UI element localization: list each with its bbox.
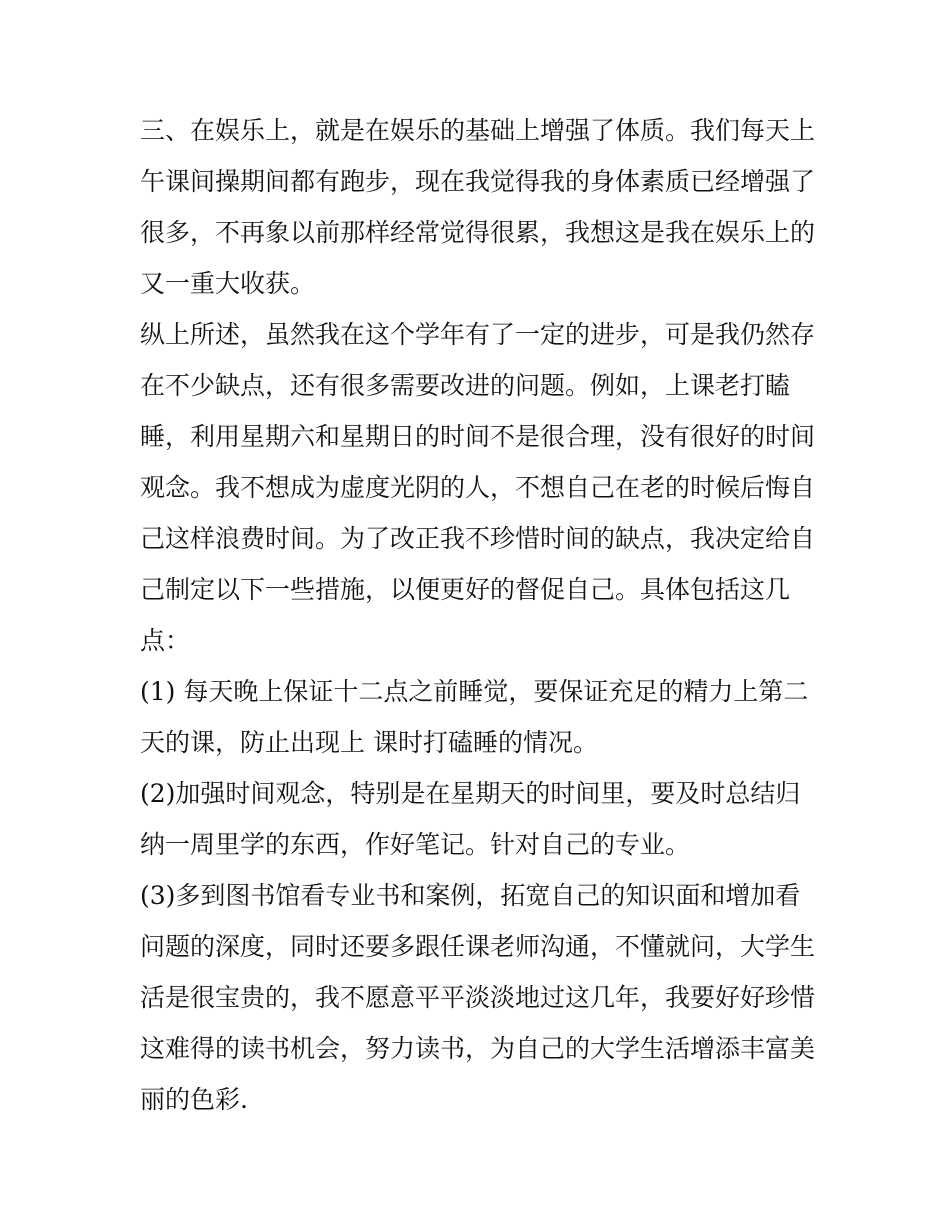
document-body [140, 105, 816, 1125]
paragraph-measure-1: (1) 每天晚上保证十二点之前睡觉，要保证充足的精力上第二天的课，防止出现上 课时打磕睡的情况。 [140, 677, 809, 757]
paragraph-measure-2: (2)加强时间观念，特别是在星期天的时间里，要及时总结归纳一周里学的东西，作好笔记。针对自己的专业。 [140, 779, 801, 859]
paragraph-entertainment: 三、在娱乐上，就是在娱乐的基础上增强了体质。我们每天上午课间操期间都有跑步，现在我觉得我的身体素质已经增强了很多，不再象以前那样经常觉得很累，我想这是我在娱乐上的又一重大收获。 [140, 116, 816, 298]
paragraph-measure-3: (3)多到图书馆看专业书和案例，拓宽自己的知识面和增加看问题的深度，同时还要多跟任课老师沟通，不懂就问，大学生活是很宝贵的，我不愿意平平淡淡地过这几年，我要好好珍惜这难得的读书机会，努力读书，为自己的大学生活增添丰富美丽的色彩. [140, 881, 816, 1114]
paragraph-summary: 纵上所述，虽然我在这个学年有了一定的进步，可是我仍然存在不少缺点，还有很多需要改进的问题。例如，上课老打瞌睡，利用星期六和星期日的时间不是很合理，没有很好的时间观念。我不想成为虚度光阴的人，不想自己在老的时候后悔自己这样浪费时间。为了改正我不珍惜时间的缺点，我决定给自己制定以下一些措施，以便更好的督促自己。具体包括这几点： [140, 320, 816, 655]
